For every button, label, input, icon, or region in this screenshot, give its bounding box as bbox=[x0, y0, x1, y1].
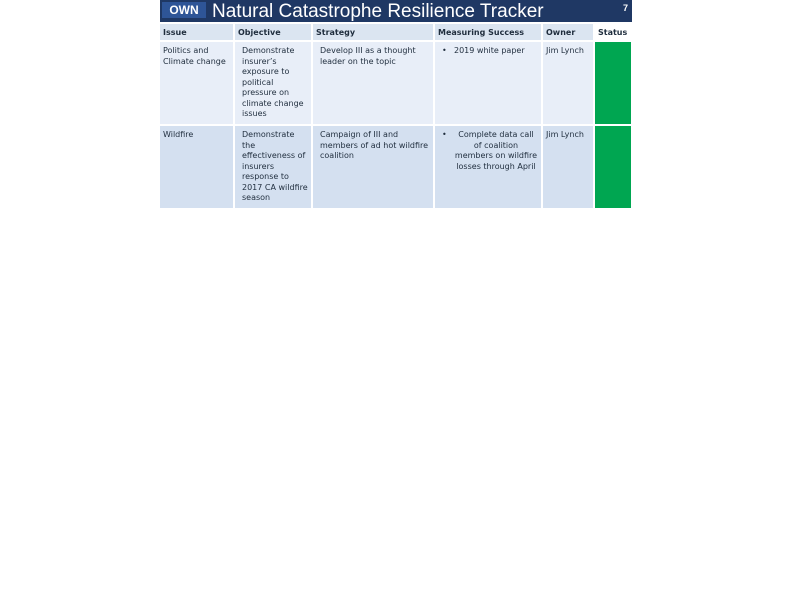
column-header-objective: Objective bbox=[234, 24, 312, 41]
column-header-issue: Issue bbox=[160, 24, 234, 41]
bullet-icon: • bbox=[442, 46, 447, 55]
title-bar bbox=[160, 0, 632, 22]
status-indicator-green bbox=[594, 41, 632, 125]
bullet-text: Complete data call of coalition members on wildfire losses through April bbox=[454, 130, 538, 171]
page-title: Natural Catastrophe Resilience Tracker bbox=[212, 1, 544, 22]
column-header-owner: Owner bbox=[542, 24, 594, 41]
strategy-cell: Campaign of III and members of ad hot wildfire coalition bbox=[312, 125, 434, 209]
owner-cell: Jim Lynch bbox=[542, 41, 594, 125]
tracker-table bbox=[160, 24, 633, 210]
bullet-text: 2019 white paper bbox=[454, 46, 525, 55]
bullet-item bbox=[438, 46, 538, 57]
page-number: 7 bbox=[622, 3, 628, 13]
table-row bbox=[160, 125, 632, 209]
own-badge: OWN bbox=[162, 2, 206, 18]
bullet-item bbox=[438, 130, 538, 172]
measuring-success-cell bbox=[434, 125, 542, 209]
owner-cell: Jim Lynch bbox=[542, 125, 594, 209]
table-header-row bbox=[160, 24, 632, 41]
objective-cell: Demonstrate insurer’s exposure to political pressure on climate change issues bbox=[234, 41, 312, 125]
bullet-icon: • bbox=[442, 130, 447, 139]
measuring-success-cell bbox=[434, 41, 542, 125]
column-header-measuring-success: Measuring Success bbox=[434, 24, 542, 41]
issue-cell: Politics and Climate change bbox=[160, 41, 234, 125]
status-header-label: Status bbox=[598, 27, 628, 37]
objective-cell: Demonstrate the effectiveness of insurers response to 2017 CA wildfire season bbox=[234, 125, 312, 209]
strategy-cell: Develop III as a thought leader on the topic bbox=[312, 41, 434, 125]
table-row bbox=[160, 41, 632, 125]
issue-cell: Wildfire bbox=[160, 125, 234, 209]
column-header-status bbox=[594, 24, 632, 41]
status-indicator-green bbox=[594, 125, 632, 209]
column-header-strategy: Strategy bbox=[312, 24, 434, 41]
